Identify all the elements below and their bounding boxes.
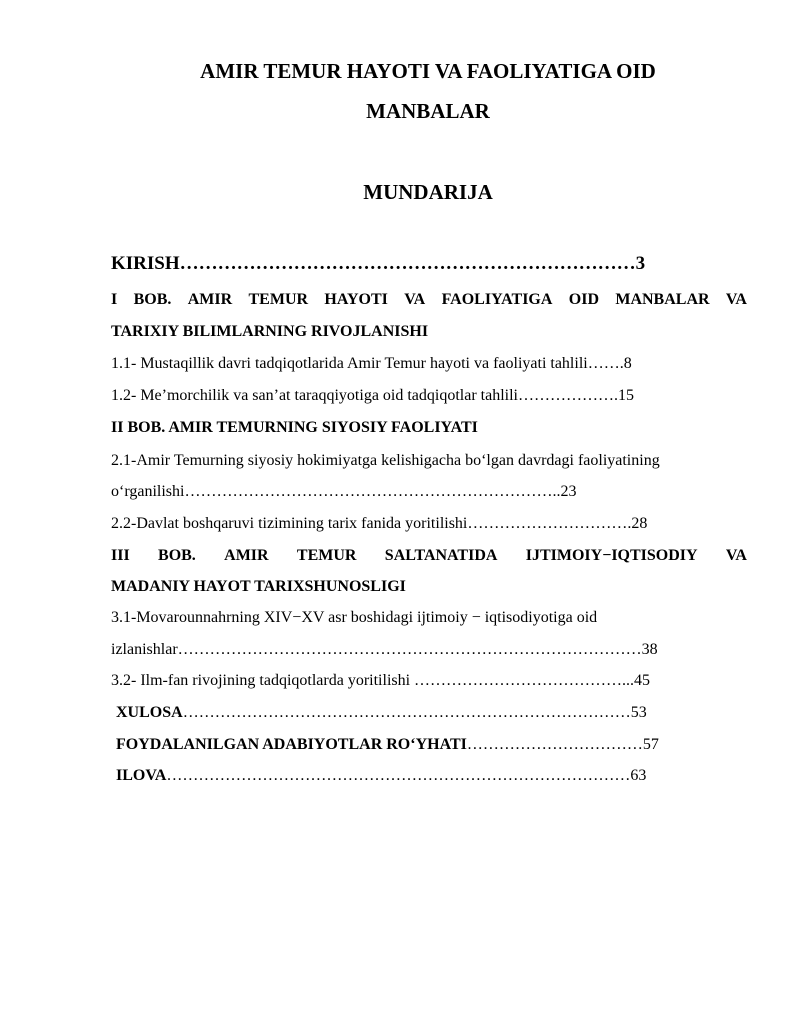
toc-chapter-3-word: AMIR bbox=[224, 547, 269, 564]
toc-chapter-1-line1 bbox=[111, 290, 747, 310]
toc-chapter-1-word: VA bbox=[725, 291, 747, 308]
toc-section-3-1-line1: 3.1-Movarounnahrning XIV−XV asr boshidagi ijtimoiy − iqtisodiyotiga oid bbox=[111, 609, 598, 626]
toc-chapter-3-line2: MADANIY HAYOT TARIXSHUNOSLIGI bbox=[111, 578, 406, 595]
document-title-line2: MANBALAR bbox=[366, 99, 490, 123]
toc-heading: MUNDARIJA bbox=[363, 180, 493, 204]
toc-ilova-label: ILOVA bbox=[116, 767, 167, 784]
toc-section-1-2: 1.2- Me’morchilik va san’at taraqqiyotiga oid tadqiqotlar tahlili……………….15 bbox=[111, 387, 634, 404]
toc-chapter-3-word: III bbox=[111, 547, 130, 564]
toc-section-2-1-line1: 2.1-Amir Temurning siyosiy hokimiyatga kelishigacha bo‘lgan davrdagi faoliyatining bbox=[111, 452, 660, 469]
toc-chapter-1-word: MANBALAR bbox=[615, 291, 710, 308]
toc-chapter-1-word: BOB. bbox=[133, 291, 172, 308]
toc-chapter-3-line1 bbox=[111, 546, 747, 566]
toc-chapter-1-line2: TARIXIY BILIMLARNING RIVOJLANISHI bbox=[111, 323, 429, 340]
toc-entry-xulosa bbox=[116, 703, 746, 723]
toc-entry-references bbox=[116, 735, 746, 755]
toc-chapter-3-word: VA bbox=[725, 547, 747, 564]
toc-chapter-1-word: FAOLIYATIGA bbox=[441, 291, 553, 308]
toc-references-leader: ……………………………57 bbox=[466, 736, 659, 753]
toc-chapter-2: II BOB. AMIR TEMURNING SIYOSIY FAOLIYATI bbox=[111, 419, 478, 436]
toc-chapter-1-word: HAYOTI bbox=[324, 291, 388, 308]
toc-chapter-1-word: AMIR bbox=[187, 291, 233, 308]
toc-section-1-1: 1.1- Mustaqillik davri tadqiqotlarida Amir Temur hayoti va faoliyati tahlili…….8 bbox=[111, 355, 632, 372]
toc-entry-kirish: KIRISH………………………………………………………………3 bbox=[111, 253, 646, 274]
toc-chapter-3-word: BOB. bbox=[158, 547, 196, 564]
toc-section-3-2: 3.2- Ilm-fan rivojining tadqiqotlarda yoritilishi …………………………………...45 bbox=[111, 672, 651, 689]
toc-section-3-1-line2: izlanishlar……………………………………………………………………………38 bbox=[111, 641, 658, 658]
toc-references-label: FOYDALANILGAN ADABIYOTLAR RO‘YHATI bbox=[116, 736, 467, 753]
toc-chapter-1-word: OID bbox=[568, 291, 599, 308]
document-title-line1: AMIR TEMUR HAYOTI VA FAOLIYATIGA OID bbox=[200, 59, 656, 83]
toc-chapter-1-word: I bbox=[111, 291, 118, 308]
toc-section-2-1-line2: o‘rganilishi……………………………………………………………..23 bbox=[111, 483, 577, 500]
toc-ilova-leader: ……………………………………………………………………………63 bbox=[166, 767, 647, 784]
toc-chapter-1-word: VA bbox=[404, 291, 426, 308]
toc-chapter-3-word: SALTANATIDA bbox=[384, 547, 498, 564]
toc-chapter-3-word: TEMUR bbox=[296, 547, 357, 564]
toc-entry-ilova bbox=[116, 766, 746, 786]
toc-xulosa-label: XULOSA bbox=[116, 704, 183, 721]
toc-chapter-1-word: TEMUR bbox=[248, 291, 309, 308]
toc-xulosa-leader: …………………………………………………………………………53 bbox=[182, 704, 647, 721]
toc-chapter-3-word: IJTIMOIY−IQTISODIY bbox=[525, 547, 698, 564]
toc-section-2-2: 2.2-Davlat boshqaruvi tizimining tarix fanida yoritilishi………………………….28 bbox=[111, 515, 648, 532]
